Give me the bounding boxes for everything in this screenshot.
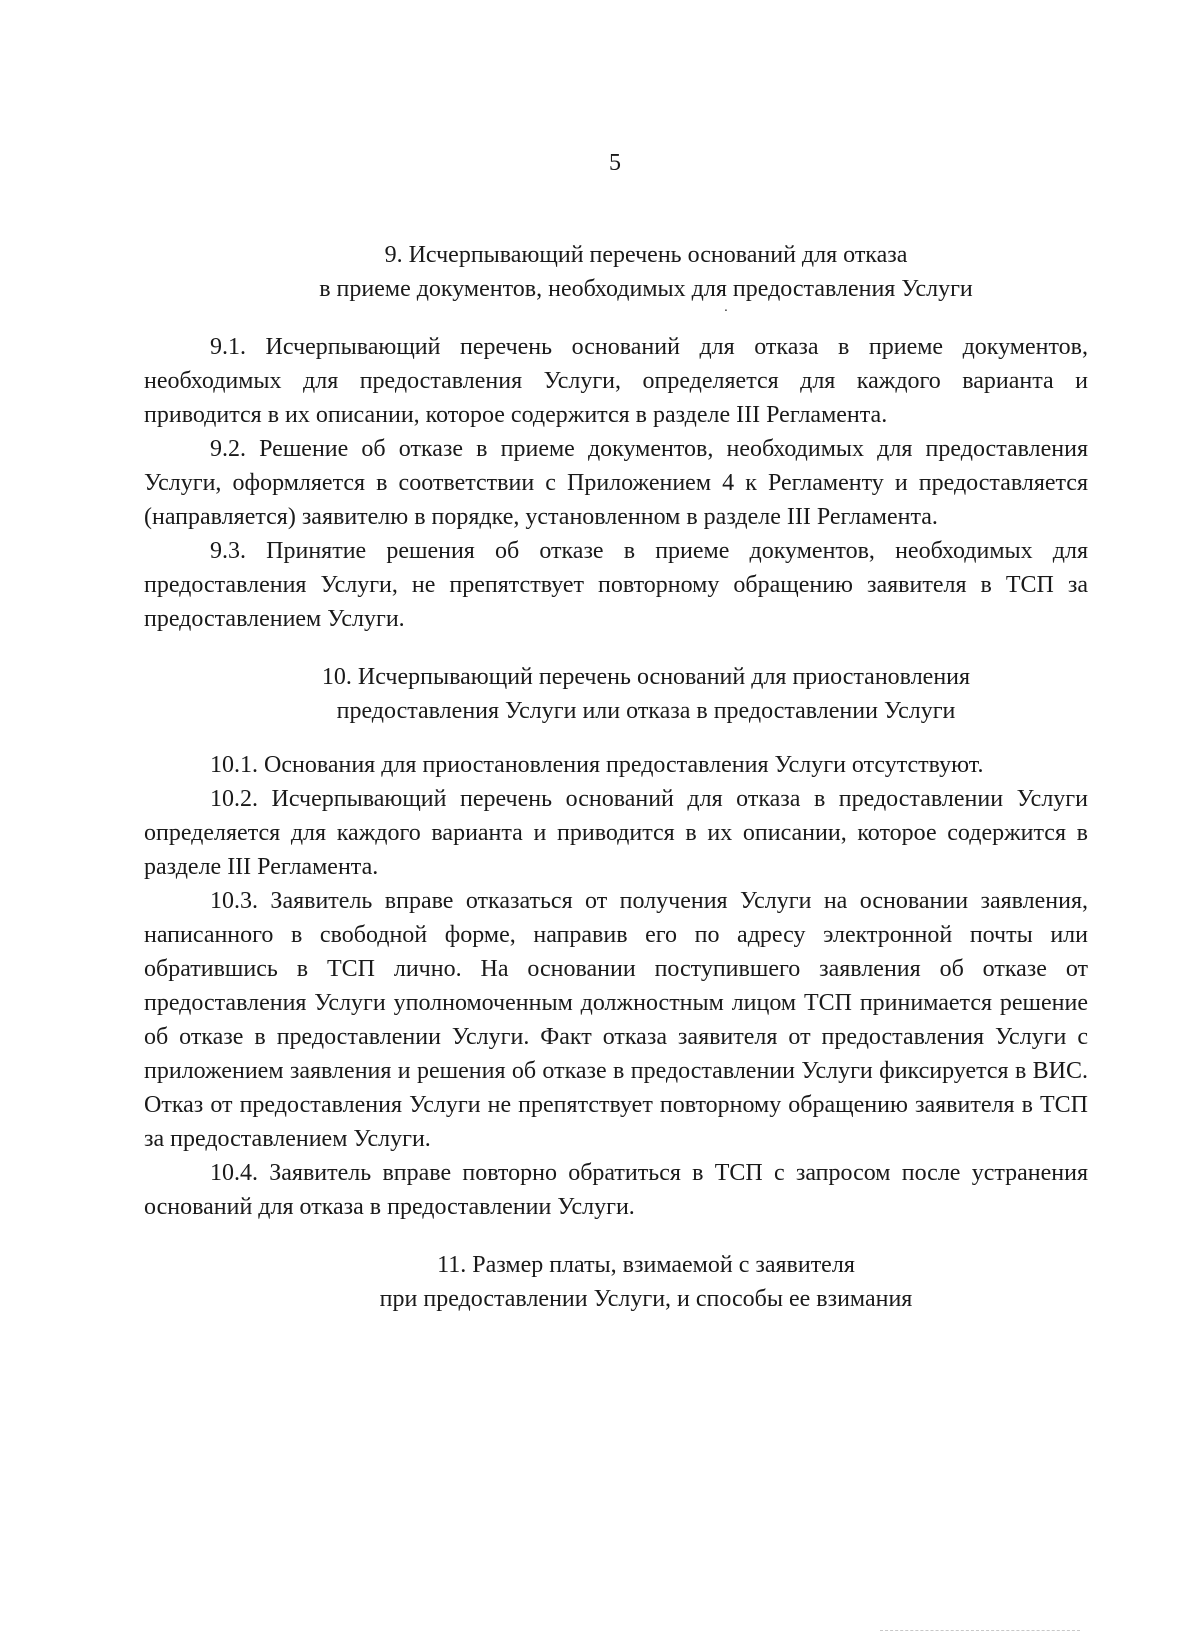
section-heading-line: при предоставлении Услуги, и способы ее взимания — [379, 1286, 913, 1312]
section-heading-line: предоставления Услуги или отказа в предоставлении Услуги — [336, 698, 956, 724]
section-9-heading — [204, 238, 1088, 306]
paragraph-10-2: 10.2. Исчерпывающий перечень оснований для отказа в предоставлении Услуги определяется для каждого варианта и приводится в их описании, которое содержится в разделе III Регламента. — [144, 786, 1088, 880]
document-body — [144, 238, 1088, 1316]
section-heading-line: 9. Исчерпывающий перечень оснований для отказа — [384, 242, 908, 268]
section-11-heading — [204, 1248, 1088, 1316]
scan-edge-line — [880, 1630, 1080, 1631]
page-number: 5 — [609, 150, 621, 176]
section-10-heading — [204, 660, 1088, 728]
section-heading-line: 11. Размер платы, взимаемой с заявителя — [437, 1252, 855, 1278]
paragraph-10-4: 10.4. Заявитель вправе повторно обратиться в ТСП с запросом после устранения оснований для отказа в предоставлении Услуги. — [144, 1160, 1088, 1220]
paragraph-10-1: 10.1. Основания для приостановления предоставления Услуги отсутствуют. — [210, 752, 984, 778]
paragraph-10-3: 10.3. Заявитель вправе отказаться от получения Услуги на основании заявления, написанного в свободной форме, направив его по адресу электронной почты или обратившись в ТСП лично. На основании поступившего заявления об отказе от предоставления Услуги уполномоченным должностным лицом ТСП принимается решение об отказе в предоставлении Услуги. Факт отказа заявителя от предоставления Услуги с приложением заявления и решения об отказе в предоставлении Услуги фиксируется в ВИС. Отказ от предоставления Услуги не препятствует повторному обращению заявителя в ТСП за предоставлением Услуги. — [144, 888, 1088, 1152]
paragraph-9-3: 9.3. Принятие решения об отказе в приеме документов, необходимых для предоставления Услуги, не препятствует повторному обращению заявителя в ТСП за предоставлением Услуги. — [144, 538, 1088, 632]
stray-dot: · — [723, 304, 729, 319]
section-heading-line: в приеме документов, необходимых для предоставления Услуги — [319, 276, 973, 302]
paragraph-9-2: 9.2. Решение об отказе в приеме документов, необходимых для предоставления Услуги, оформляется в соответствии с Приложением 4 к Регламенту и предоставляется (направляется) заявителю в порядке, установленном в разделе III Регламента. — [144, 436, 1088, 530]
paragraph-9-1: 9.1. Исчерпывающий перечень оснований для отказа в приеме документов, необходимых для предоставления Услуги, определяется для каждого варианта и приводится в их описании, которое содержится в разделе III Регламента. — [144, 334, 1088, 428]
section-heading-line: 10. Исчерпывающий перечень оснований для приостановления — [321, 664, 971, 690]
